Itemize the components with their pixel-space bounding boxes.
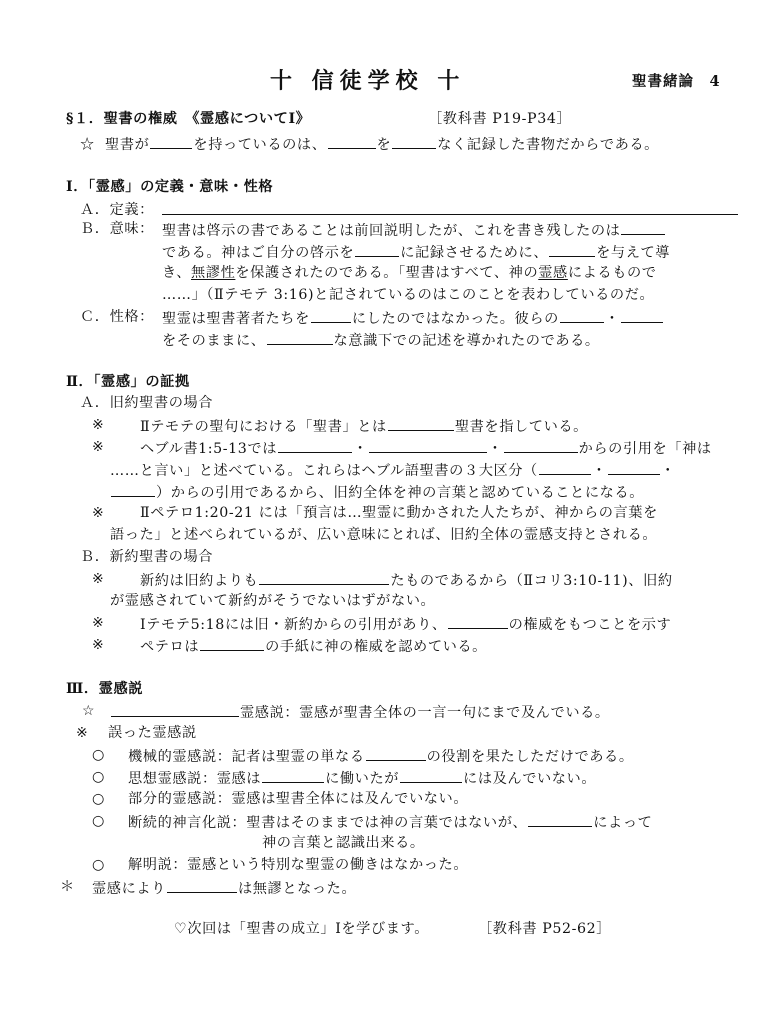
fill-in-blank[interactable] xyxy=(539,460,591,475)
underlined-term: 霊感 xyxy=(538,265,568,281)
ot-line-6: 語った」と述べられているが、広い意味にとれば、旧約全体の霊感支持とされる。 xyxy=(110,527,658,543)
note-mark: ※ xyxy=(92,571,105,587)
nt-line-3 xyxy=(140,614,671,634)
meaning-line-4: ……」（Ⅱテモテ 3:16)と記されているのはこのことを表わしているのだ。 xyxy=(162,287,655,303)
fill-in-blank[interactable] xyxy=(267,330,333,345)
underlined-term: 無謬性 xyxy=(191,265,236,281)
text: Ⅰテモテ5:18には旧・新約からの引用があり、 xyxy=(140,617,447,633)
text: には及んでいない。 xyxy=(463,771,597,787)
text: を与えて導 xyxy=(596,245,671,261)
definition-blank[interactable] xyxy=(162,214,738,215)
theory-partial: 部分的霊感説：霊感は聖書全体には及んでいない。 xyxy=(128,791,469,807)
circle-bullet: ○ xyxy=(92,813,105,829)
fill-in-blank[interactable] xyxy=(388,416,454,431)
fill-in-blank[interactable] xyxy=(150,134,192,149)
theory-mechanical xyxy=(128,746,634,766)
note-mark: ※ xyxy=(92,505,105,521)
nt-line-1 xyxy=(140,570,673,590)
text: 霊感により xyxy=(92,881,166,897)
fill-in-blank[interactable] xyxy=(621,220,665,235)
ot-line-2 xyxy=(140,438,712,458)
note-mark: ※ xyxy=(92,615,105,631)
note-mark: ※ xyxy=(76,725,89,741)
plenary-line xyxy=(110,702,610,722)
textbook-reference: ［教科書 P19-P34］ xyxy=(428,111,572,127)
text: Ⅱテモテの聖句における「聖書」とは xyxy=(140,419,387,435)
fill-in-blank[interactable] xyxy=(448,614,508,629)
text: ・ xyxy=(353,441,368,457)
page-title: 十 信徒学校 十 xyxy=(270,68,466,94)
text: 思想霊感説：霊感は xyxy=(128,771,262,787)
fill-in-blank[interactable] xyxy=(560,308,604,323)
ot-line-3 xyxy=(110,460,675,480)
page-number-label: 聖書緒論 4 xyxy=(632,73,721,90)
summary-line xyxy=(80,134,659,154)
circle-bullet: ○ xyxy=(92,769,105,785)
text: ・ xyxy=(591,463,607,479)
inerrancy-line xyxy=(92,878,356,898)
ot-line-5: Ⅱペテロ1:20-21 には「預言は…聖霊に動かされた人たちが、神からの言葉を xyxy=(140,505,658,521)
text: は無謬となった。 xyxy=(237,881,357,897)
fill-in-blank[interactable] xyxy=(608,460,660,475)
note-mark: ※ xyxy=(92,637,105,653)
fill-in-blank[interactable] xyxy=(262,768,324,783)
text: からの引用を「神は xyxy=(578,441,712,457)
text: に記録させるために、 xyxy=(400,245,549,261)
old-testament-heading: Ａ．旧約聖書の場合 xyxy=(80,395,214,411)
ot-line-4 xyxy=(110,482,644,502)
theory-conceptual xyxy=(128,768,596,788)
text: 聖書は啓示の書であることは前回説明したが、これを書き残したのは xyxy=(162,223,621,239)
next-lesson-reference: ［教科書 P52-62］ xyxy=(478,921,612,937)
text: ・ xyxy=(604,311,620,327)
fill-in-blank[interactable] xyxy=(621,308,663,323)
section-III-heading: Ⅲ．霊感説 xyxy=(66,681,144,697)
text: ）からの引用であるから、旧約全体を神の言葉と認めていることになる。 xyxy=(156,485,644,501)
section-1-title: §１．聖書の権威 《霊感についてⅠ》 xyxy=(66,111,311,127)
fill-in-blank[interactable] xyxy=(200,636,264,651)
wrong-theories-heading: 誤った霊感説 xyxy=(108,725,197,741)
text: をそのままに、 xyxy=(162,333,266,349)
circle-bullet: ○ xyxy=(92,857,105,873)
note-mark: ※ xyxy=(92,439,105,455)
text: 新約は旧約よりも xyxy=(140,573,259,589)
star-icon: ☆ xyxy=(82,703,96,719)
fill-in-blank[interactable] xyxy=(259,570,389,585)
fill-in-blank[interactable] xyxy=(528,812,592,827)
text: き、 xyxy=(162,265,192,281)
text: 断続的神言化説：聖書はそのままでは神の言葉ではないが、 xyxy=(128,815,528,831)
text: によるもので xyxy=(567,265,657,281)
theory-illumination: 解明説：霊感という特別な聖霊の働きはなかった。 xyxy=(128,857,469,873)
text: なく記録した書物だからである。 xyxy=(437,137,659,153)
text: の手紙に神の権威を認めている。 xyxy=(265,639,487,655)
text: である。神はご自分の啓示を xyxy=(162,245,355,261)
asterisk-mark: ＊ xyxy=(60,879,75,895)
nature-line-1 xyxy=(162,308,664,328)
fill-in-blank[interactable] xyxy=(549,242,595,257)
section-II-heading: Ⅱ．「霊感」の証拠 xyxy=(66,374,190,390)
star-icon: ☆ xyxy=(80,137,95,153)
text: 機械的霊感説：記者は聖霊の単なる xyxy=(128,749,365,765)
text: にしたのではなかった。彼らの xyxy=(351,311,559,327)
next-lesson-note: ♡次回は「聖書の成立」Ⅰを学びます。 xyxy=(174,921,429,937)
text: たものであるから（Ⅱコリ3:10-11)、旧約 xyxy=(390,573,673,589)
fill-in-blank[interactable] xyxy=(328,134,376,149)
fill-in-blank[interactable] xyxy=(504,438,578,453)
text: ・ xyxy=(660,463,676,479)
nature-line-2 xyxy=(162,330,600,350)
new-testament-heading: Ｂ．新約聖書の場合 xyxy=(80,549,214,565)
definition-label: Ａ．定義： xyxy=(80,202,154,218)
circle-bullet: ○ xyxy=(92,791,105,807)
fill-in-blank[interactable] xyxy=(167,878,237,893)
note-mark: ※ xyxy=(92,417,105,433)
text: 聖霊は聖書著者たちを xyxy=(162,311,310,327)
text: の役割を果たしただけである。 xyxy=(426,749,634,765)
text: ……と言い」と述べている。これらはヘブル語聖書の３大区分（ xyxy=(110,463,538,479)
text: によって xyxy=(593,815,653,831)
text: を xyxy=(376,137,392,153)
text: ヘブル書1:5-13では xyxy=(140,441,278,457)
nt-line-2: が霊感されていて新約がそうでないはずがない。 xyxy=(110,593,436,609)
meaning-line-2 xyxy=(162,242,670,262)
text: ・ xyxy=(487,441,503,457)
section-I-heading: Ⅰ．「霊感」の定義・意味・性格 xyxy=(66,179,274,195)
text: 聖書が xyxy=(105,137,150,153)
text: に働いたが xyxy=(325,771,400,787)
text: を持っているのは、 xyxy=(193,137,327,153)
text: な意識下での記述を導かれたのである。 xyxy=(333,333,600,349)
ot-line-1 xyxy=(140,416,588,436)
fill-in-blank[interactable] xyxy=(111,702,239,717)
text: 霊感説：霊感が聖書全体の一言一句にまで及んでいる。 xyxy=(240,705,610,721)
fill-in-blank[interactable] xyxy=(278,438,352,453)
nt-line-4 xyxy=(140,636,487,656)
meaning-label: Ｂ．意味： xyxy=(80,221,154,237)
theory-intermittent xyxy=(128,812,652,832)
fill-in-blank[interactable] xyxy=(369,438,487,453)
fill-in-blank[interactable] xyxy=(392,134,436,149)
text: を保護されたのである。「聖書はすべて、神の xyxy=(235,265,539,281)
text: ペテロは xyxy=(140,639,200,655)
text: 聖書を指している。 xyxy=(454,419,588,435)
nature-label: Ｃ．性格： xyxy=(80,309,154,325)
fill-in-blank[interactable] xyxy=(355,242,399,257)
fill-in-blank[interactable] xyxy=(311,308,351,323)
meaning-line-1 xyxy=(162,220,666,240)
fill-in-blank[interactable] xyxy=(111,482,155,497)
meaning-line-3 xyxy=(162,264,657,282)
circle-bullet: ○ xyxy=(92,747,105,763)
fill-in-blank[interactable] xyxy=(400,768,462,783)
section-1-heading xyxy=(66,110,310,128)
theory-intermittent-cont: 神の言葉と認識出来る。 xyxy=(262,835,425,851)
fill-in-blank[interactable] xyxy=(366,746,426,761)
text: の権威をもつことを示す xyxy=(508,617,672,633)
